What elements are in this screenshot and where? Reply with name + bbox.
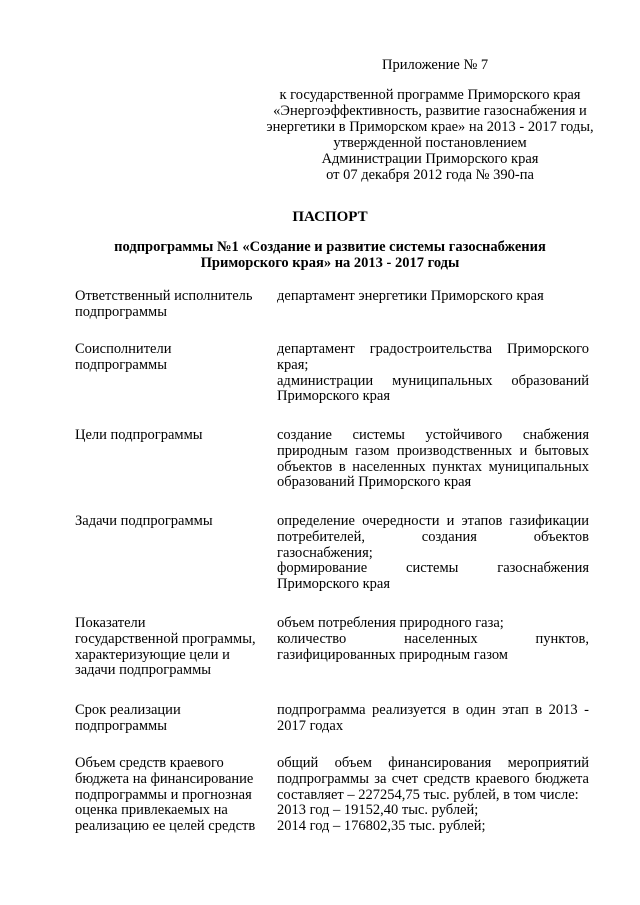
label-line: Цели подпрограммы <box>75 427 203 443</box>
row-label-tasks <box>75 514 267 530</box>
label-line: Показатели <box>75 615 146 631</box>
value-line: газоснабжения; <box>277 544 373 561</box>
row-value-term <box>277 703 589 735</box>
label-line: реализацию ее целей средств <box>75 818 256 835</box>
value-line: общий объем финансирования мероприятий <box>277 755 589 771</box>
annex-line: от 07 декабря 2012 года № 390-па <box>326 167 534 183</box>
row-value-funding <box>277 756 589 835</box>
value-line: 2014 год – 176802,35 тыс. рублей; <box>277 818 486 835</box>
row-label-responsible <box>75 289 267 321</box>
document-title: ПАСПОРТ <box>292 209 368 225</box>
value-line: газифицированных природным газом <box>277 646 508 663</box>
value-line: департамент энергетики Приморского края <box>277 288 544 304</box>
label-line: бюджета на финансирование <box>75 770 254 787</box>
annex-line: к государственной программе Приморского края <box>279 87 581 103</box>
annex-title: Приложение № 7 <box>382 57 489 73</box>
label-line: Ответственный исполнитель <box>75 288 253 304</box>
row-label-indicators <box>75 616 267 679</box>
row-label-funding <box>75 756 267 835</box>
row-value-coexecutors <box>277 342 589 405</box>
value-line: Приморского края <box>277 388 391 405</box>
label-line: Задачи подпрограммы <box>75 513 213 529</box>
value-line: администрации муниципальных образований <box>277 372 589 389</box>
value-line: количество населенных пунктов, <box>277 630 589 647</box>
annex-line: энергетики в Приморском крае» на 2013 - 2017 годы, <box>266 119 594 135</box>
label-line: Срок реализации <box>75 702 181 718</box>
label-line: задачи подпрограммы <box>75 662 212 679</box>
label-line: оценка привлекаемых на <box>75 802 228 819</box>
label-line: Объем средств краевого <box>75 755 224 771</box>
row-label-goals <box>75 428 267 444</box>
row-label-coexecutors <box>75 342 267 374</box>
value-line: формирование системы газоснабжения <box>277 560 589 577</box>
label-line: Соисполнители <box>75 341 172 357</box>
label-line: подпрограммы и прогнозная <box>75 786 252 803</box>
value-line: 2017 годах <box>277 717 344 734</box>
document-subtitle: Приморского края» на 2013 - 2017 годы <box>200 255 460 271</box>
value-line: образований Приморского края <box>277 474 472 491</box>
value-line: определение очередности и этапов газификации <box>277 513 589 529</box>
row-value-goals <box>277 428 589 491</box>
row-value-responsible <box>277 289 589 305</box>
annex-line: Администрации Приморского края <box>321 151 539 167</box>
value-line: объем потребления природного газа; <box>277 615 504 631</box>
annex-line: утвержденной постановлением <box>333 135 527 151</box>
label-line: государственной программы, <box>75 630 256 647</box>
value-line: создание системы устойчивого снабжения <box>277 427 589 443</box>
row-value-indicators <box>277 616 589 663</box>
label-line: подпрограммы <box>75 717 167 734</box>
label-line: подпрограммы <box>75 356 167 373</box>
value-line: департамент градостроительства Приморского <box>277 341 589 357</box>
label-line: подпрограммы <box>75 303 167 320</box>
row-value-tasks <box>277 514 589 593</box>
row-label-term <box>75 703 267 735</box>
value-line: подпрограммы за счет средств краевого бюджета <box>277 770 589 787</box>
annex-line: «Энергоэффективность, развитие газоснабжения и <box>273 103 587 119</box>
value-line: 2013 год – 19152,40 тыс. рублей; <box>277 802 479 819</box>
value-line: природным газом производственных и бытовых <box>277 442 589 459</box>
label-line: характеризующие цели и <box>75 646 230 663</box>
value-line: Приморского края <box>277 576 391 593</box>
value-line: края; <box>277 356 309 373</box>
document-subtitle: подпрограммы №1 «Создание и развитие системы газоснабжения <box>114 239 546 255</box>
value-line: потребителей, создания объектов <box>277 528 589 545</box>
value-line: объектов в населенных пунктах муниципальных <box>277 458 589 475</box>
value-line: подпрограмма реализуется в один этап в 2013 - <box>277 702 589 718</box>
value-line: составляет – 227254,75 тыс. рублей, в том числе: <box>277 786 579 803</box>
